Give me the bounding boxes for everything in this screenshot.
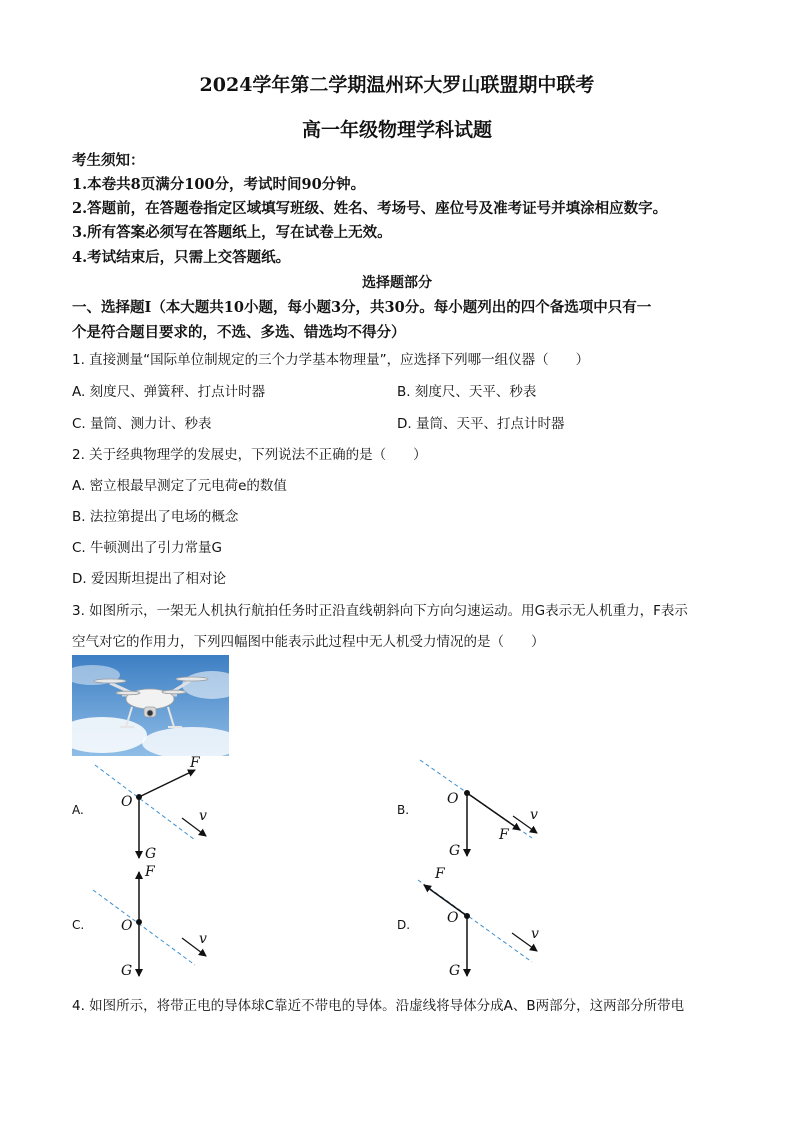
q1-stem: 1. 直接测量“国际单位制规定的三个力学基本物理量”，应选择下列哪一组仪器（ ） <box>72 352 590 368</box>
q2-option-b: B. 法拉第提出了电场的概念 <box>72 509 239 525</box>
exam-title: 2024学年第二学期温州环大罗山联盟期中联考 <box>199 74 595 96</box>
notice-item: 4.考试结束后，只需上交答题纸。 <box>72 249 291 266</box>
force-f-arrow <box>424 885 467 916</box>
label-o: O <box>121 918 133 934</box>
path-line <box>95 765 195 840</box>
label-g: G <box>449 843 461 859</box>
notice-item: 1.本卷共8页满分100分，考试时间90分钟。 <box>72 176 366 193</box>
exam-subtitle: 高一年级物理学科试题 <box>301 119 492 141</box>
q1-option-d: D. 量筒、天平、打点计时器 <box>397 416 565 432</box>
section-instruction: 一、选择题Ⅰ（本大题共10小题，每小题3分，共30分。每小题列出的四个备选项中只有一 <box>72 299 652 316</box>
q3-stem: 空气对它的作用力，下列四幅图中能表示此过程中无人机受力情况的是（ ） <box>72 634 545 650</box>
label-v: v <box>199 931 207 947</box>
q1-option-b: B. 刻度尺、天平、秒表 <box>397 384 537 400</box>
diagram-d <box>418 880 537 976</box>
force-f-arrow <box>139 770 195 797</box>
diagram-b <box>420 760 537 856</box>
q4-stem: 4. 如图所示，将带正电的导体球C靠近不带电的导体。沿虚线将导体分成A、B两部分，这两部分所带电 <box>72 998 685 1014</box>
label-f: F <box>435 866 445 882</box>
section-title: 选择题部分 <box>362 275 432 291</box>
notice-heading: 考生须知： <box>72 152 145 169</box>
label-v: v <box>199 808 207 824</box>
label-g: G <box>449 963 461 979</box>
q2-option-c: C. 牛顿测出了引力常量G <box>72 540 222 556</box>
section-instruction: 个是符合题目要求的，不选、多选、错选均不得分） <box>72 324 406 341</box>
q1-option-a: A. 刻度尺、弹簧秤、打点计时器 <box>72 384 266 400</box>
label-v: v <box>530 807 538 823</box>
option-b-label: B. <box>397 803 410 817</box>
label-g: G <box>121 963 133 979</box>
label-f: F <box>145 864 155 880</box>
q3-stem: 3. 如图所示，一架无人机执行航拍任务时正沿直线朝斜向下方向匀速运动。用G表示无人机重力，F表示 <box>72 603 688 619</box>
q2-stem: 2. 关于经典物理学的发展史，下列说法不正确的是（ ） <box>72 447 427 463</box>
label-o: O <box>447 791 459 807</box>
label-o: O <box>447 910 459 926</box>
label-f: F <box>190 755 200 771</box>
label-g: G <box>145 846 157 862</box>
q2-option-d: D. 爱因斯坦提出了相对论 <box>72 571 226 587</box>
label-v: v <box>531 926 539 942</box>
option-a-label: A. <box>72 803 84 817</box>
q1-option-c: C. 量筒、测力计、秒表 <box>72 416 212 432</box>
option-c-label: C. <box>72 918 85 932</box>
label-o: O <box>121 794 133 810</box>
notice-item: 3.所有答案必须写在答题纸上，写在试卷上无效。 <box>72 224 392 241</box>
q2-option-a: A. 密立根最早测定了元电荷e的数值 <box>72 478 287 494</box>
diagram-a <box>95 765 206 858</box>
path-line <box>93 890 195 965</box>
notice-item: 2.答题前，在答题卷指定区域填写班级、姓名、考场号、座位号及准考证号并填涂相应数字。 <box>72 200 668 217</box>
option-d-label: D. <box>397 918 411 932</box>
label-f: F <box>499 827 509 843</box>
force-f-arrow <box>467 793 520 830</box>
diagram-c <box>93 872 206 976</box>
